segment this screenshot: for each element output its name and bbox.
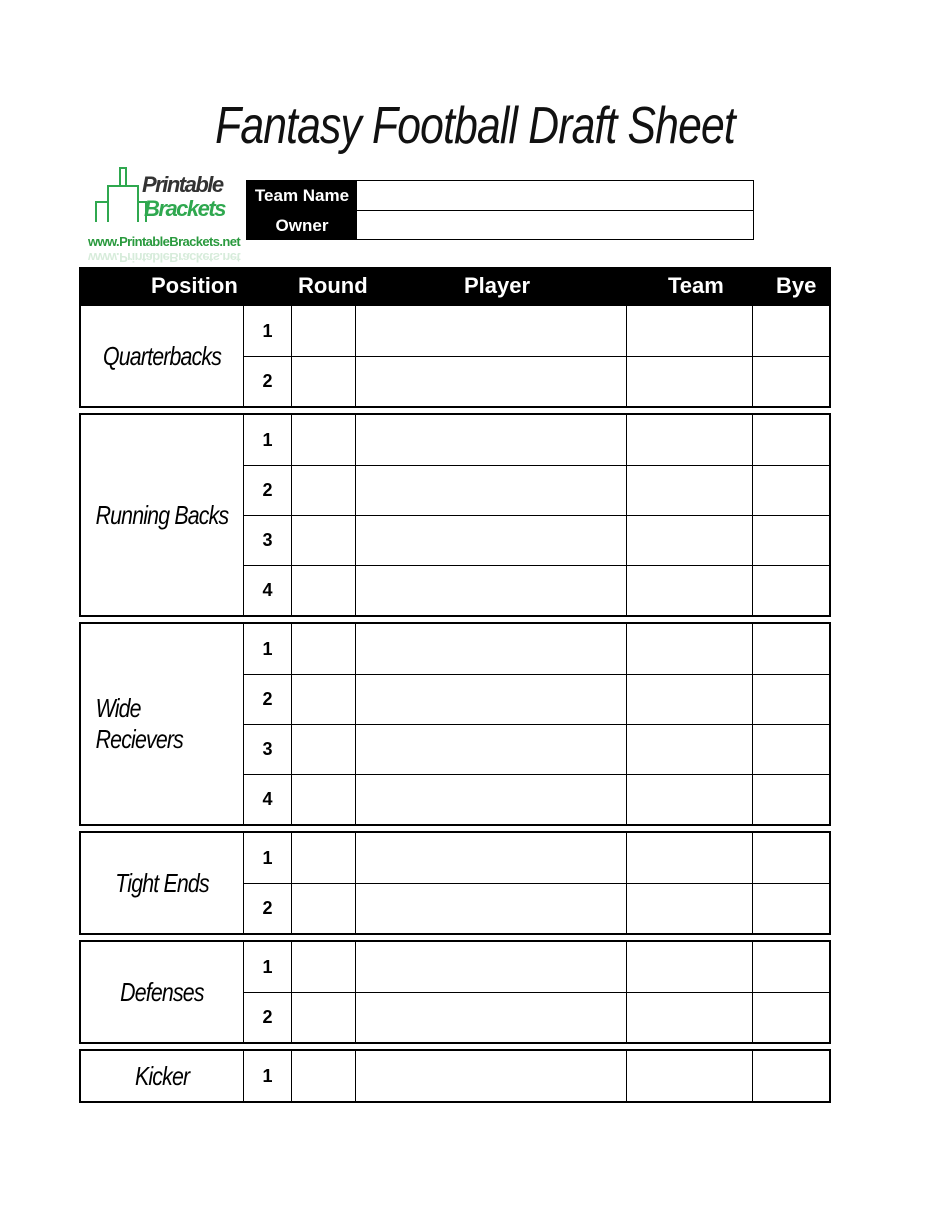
round-cell[interactable] — [292, 675, 356, 724]
team-cell[interactable] — [627, 833, 753, 883]
slot-number: 3 — [244, 725, 292, 774]
logo-url-reflection: www.PrintableBrackets.net — [88, 250, 241, 265]
slot-number: 2 — [244, 357, 292, 406]
table-row — [244, 724, 829, 774]
table-row — [244, 306, 829, 356]
slot-number: 1 — [244, 1051, 292, 1101]
slot-number: 1 — [244, 415, 292, 465]
slot-number: 3 — [244, 516, 292, 565]
bye-cell[interactable] — [753, 357, 829, 406]
table-row — [244, 356, 829, 406]
position-label-text: Quarterbacks — [102, 340, 222, 371]
slot-number: 2 — [244, 466, 292, 515]
player-cell[interactable] — [356, 725, 627, 774]
table-row — [244, 465, 829, 515]
team-name-label: Team Name — [247, 181, 357, 210]
team-cell[interactable] — [627, 775, 753, 824]
bye-cell[interactable] — [753, 306, 829, 356]
player-cell[interactable] — [356, 675, 627, 724]
team-cell[interactable] — [627, 466, 753, 515]
group-rows — [244, 1051, 829, 1101]
position-label — [81, 624, 244, 824]
player-cell[interactable] — [356, 306, 627, 356]
table-row — [244, 833, 829, 883]
team-cell[interactable] — [627, 1051, 753, 1101]
bye-cell[interactable] — [753, 1051, 829, 1101]
team-cell[interactable] — [627, 566, 753, 615]
player-cell[interactable] — [356, 884, 627, 933]
round-cell[interactable] — [292, 624, 356, 674]
table-row — [244, 774, 829, 824]
header-round: Round — [298, 273, 368, 298]
bye-cell[interactable] — [753, 624, 829, 674]
bye-cell[interactable] — [753, 993, 829, 1042]
bye-cell[interactable] — [753, 415, 829, 465]
round-cell[interactable] — [292, 306, 356, 356]
position-group — [79, 413, 831, 617]
slot-number: 2 — [244, 884, 292, 933]
bye-cell[interactable] — [753, 942, 829, 992]
round-cell[interactable] — [292, 516, 356, 565]
player-cell[interactable] — [356, 466, 627, 515]
round-cell[interactable] — [292, 884, 356, 933]
team-info-box — [246, 180, 754, 240]
player-cell[interactable] — [356, 775, 627, 824]
round-cell[interactable] — [292, 466, 356, 515]
page-title: Fantasy Football Draft Sheet — [215, 97, 735, 155]
team-cell[interactable] — [627, 357, 753, 406]
player-cell[interactable] — [356, 1051, 627, 1101]
player-cell[interactable] — [356, 942, 627, 992]
slot-number: 1 — [244, 306, 292, 356]
position-group — [79, 622, 831, 826]
slot-number: 1 — [244, 833, 292, 883]
round-cell[interactable] — [292, 775, 356, 824]
round-cell[interactable] — [292, 415, 356, 465]
owner-field[interactable] — [357, 211, 753, 240]
player-cell[interactable] — [356, 357, 627, 406]
slot-number: 2 — [244, 675, 292, 724]
position-label-text: Tight Ends — [115, 867, 209, 898]
team-cell[interactable] — [627, 725, 753, 774]
position-group — [79, 1049, 831, 1103]
position-groups — [79, 306, 831, 1103]
team-cell[interactable] — [627, 415, 753, 465]
position-label-text: Kicker — [134, 1060, 190, 1091]
team-cell[interactable] — [627, 306, 753, 356]
header-position: Position — [151, 273, 238, 298]
bye-cell[interactable] — [753, 775, 829, 824]
position-label — [81, 415, 244, 615]
position-label-text: Defenses — [120, 976, 204, 1007]
group-rows — [244, 942, 829, 1042]
table-row — [244, 1051, 829, 1101]
player-cell[interactable] — [356, 415, 627, 465]
position-label-text: Running Backs — [95, 499, 229, 530]
bye-cell[interactable] — [753, 725, 829, 774]
header-bye: Bye — [776, 273, 817, 298]
owner-label: Owner — [247, 211, 357, 240]
logo-word-printable: Printable — [142, 172, 223, 197]
draft-table — [79, 267, 831, 1103]
table-row — [244, 674, 829, 724]
group-rows — [244, 833, 829, 933]
player-cell[interactable] — [356, 833, 627, 883]
table-header — [79, 267, 831, 306]
table-row — [244, 942, 829, 992]
round-cell[interactable] — [292, 357, 356, 406]
player-cell[interactable] — [356, 993, 627, 1042]
table-row — [244, 883, 829, 933]
position-label — [81, 1051, 244, 1101]
team-cell[interactable] — [627, 516, 753, 565]
bye-cell[interactable] — [753, 675, 829, 724]
bye-cell[interactable] — [753, 516, 829, 565]
table-row — [244, 992, 829, 1042]
group-rows — [244, 306, 829, 406]
position-label — [81, 306, 244, 406]
group-rows — [244, 415, 829, 615]
team-cell[interactable] — [627, 993, 753, 1042]
header-player: Player — [464, 273, 531, 298]
logo-word-brackets: Brackets — [144, 196, 225, 221]
position-label — [81, 833, 244, 933]
team-name-field[interactable] — [357, 181, 753, 210]
round-cell[interactable] — [292, 566, 356, 615]
position-group — [79, 831, 831, 935]
owner-row — [247, 210, 753, 240]
player-cell[interactable] — [356, 566, 627, 615]
table-row — [244, 515, 829, 565]
round-cell[interactable] — [292, 993, 356, 1042]
round-cell[interactable] — [292, 1051, 356, 1101]
slot-number: 1 — [244, 942, 292, 992]
slot-number: 4 — [244, 775, 292, 824]
round-cell[interactable] — [292, 725, 356, 774]
slot-number: 4 — [244, 566, 292, 615]
team-cell[interactable] — [627, 624, 753, 674]
header-team: Team — [668, 273, 724, 298]
bye-cell[interactable] — [753, 884, 829, 933]
player-cell[interactable] — [356, 516, 627, 565]
slot-number: 1 — [244, 624, 292, 674]
bye-cell[interactable] — [753, 833, 829, 883]
team-cell[interactable] — [627, 942, 753, 992]
printable-brackets-logo — [84, 166, 244, 264]
team-cell[interactable] — [627, 675, 753, 724]
round-cell[interactable] — [292, 833, 356, 883]
player-cell[interactable] — [356, 624, 627, 674]
position-group — [79, 306, 831, 408]
table-row — [244, 565, 829, 615]
table-row — [244, 415, 829, 465]
position-label-text: Wide Recievers — [95, 693, 183, 754]
logo-url[interactable]: www.PrintableBrackets.net — [88, 234, 241, 249]
slot-number: 2 — [244, 993, 292, 1042]
bye-cell[interactable] — [753, 566, 829, 615]
round-cell[interactable] — [292, 942, 356, 992]
table-row — [244, 624, 829, 674]
team-name-row — [247, 181, 753, 210]
position-group — [79, 940, 831, 1044]
bye-cell[interactable] — [753, 466, 829, 515]
position-label — [81, 942, 244, 1042]
team-cell[interactable] — [627, 884, 753, 933]
group-rows — [244, 624, 829, 824]
